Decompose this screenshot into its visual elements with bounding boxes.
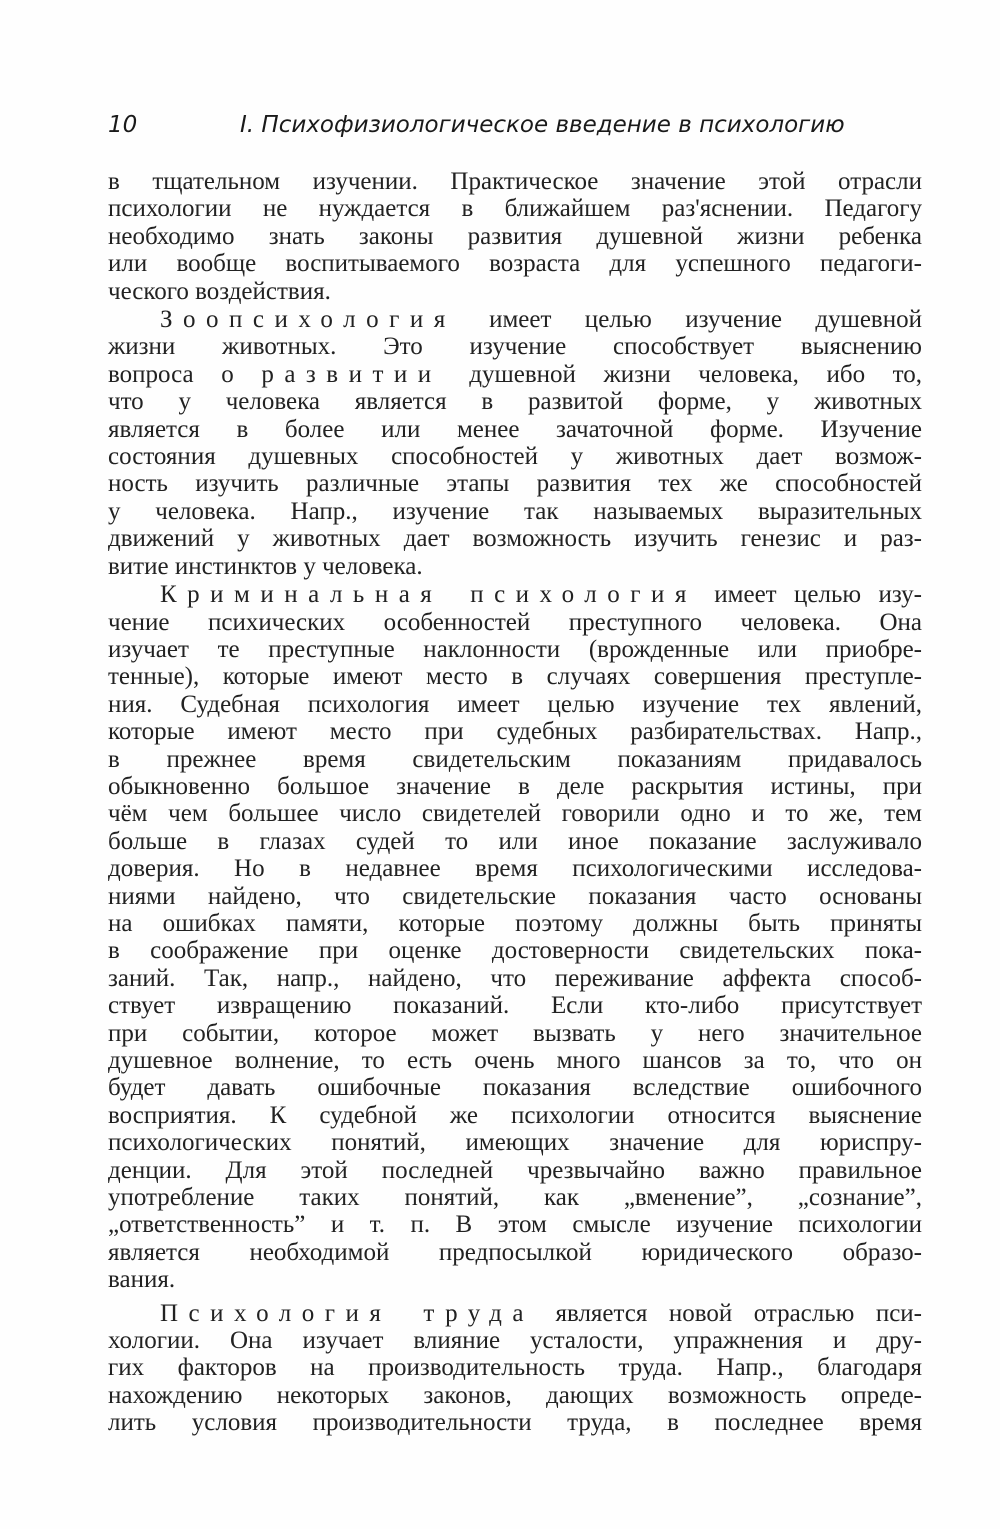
paragraph-1 — [108, 168, 922, 305]
emphasized-term: Криминальная психология — [160, 581, 697, 609]
emphasized-word: развитии — [261, 360, 442, 388]
text-line: на ошибках памяти, которые поэтому должны быть приняты — [108, 909, 922, 937]
text-line: в тщательном изучении. Практическое значение этой отрасли — [108, 168, 922, 195]
text-line: восприятия. К судебной же психологии относится выяснение — [108, 1101, 922, 1129]
running-title: I. Психофизиологическое введение в психологию — [240, 112, 845, 138]
text-line: витие инстинктов у человека. — [108, 552, 423, 580]
text-line: тенные), которые имеют место в случаях совершения преступле- — [108, 663, 922, 691]
text-line: чём чем большее число свидетелей говорили одно и то же, тем — [108, 800, 922, 828]
text-line: что у человека является в развитой форме, у животных — [108, 388, 922, 416]
text-line: чение психических особенностей преступного человека. Она — [108, 608, 922, 636]
text-line: ческого воздействия. — [108, 277, 331, 305]
page-number: 10 — [108, 112, 138, 138]
text-line: ность изучить различные этапы развития тех же способностей — [108, 470, 922, 498]
text-line: больше в глазах судей то или иное показание заслуживало — [108, 827, 922, 855]
text-line: ствует извращению показаний. Если кто-либо присутствует — [108, 992, 922, 1020]
text-line: гих факторов на производительность труда. Напр., благодаря — [108, 1354, 922, 1382]
text-line: Зоопсихология имеет целью изучение душевной — [160, 306, 922, 334]
text-line: состояния душевных способностей у животных дает возмож- — [108, 443, 922, 471]
text-line: будет давать ошибочные показания вследствие ошибочного — [108, 1074, 922, 1102]
text-line: нахождению некоторых законов, дающих возможность опреде- — [108, 1381, 922, 1409]
text-line: является необходимой предпосылкой юридического образо- — [108, 1238, 922, 1266]
text-line: доверия. Но в недавнее время психологическими исследова- — [108, 855, 922, 883]
emphasized-term: Психология труда — [160, 1299, 534, 1327]
text-line: лить условия производительности труда, в последнее время — [108, 1409, 922, 1437]
text-line: ниями найдено, что свидетельские показания часто основаны — [108, 882, 922, 910]
paragraph-3 — [108, 581, 922, 1294]
text-line: при событии, которое может вызвать у него значительное — [108, 1019, 922, 1047]
text-line: которые имеют место при судебных разбирательствах. Напр., — [108, 718, 922, 746]
text-line: вопроса о развитии душевной жизни человека, ибо то, — [108, 360, 923, 388]
text-line: денции. Для этой последней чрезвычайно важно правильное — [108, 1156, 922, 1184]
text-line: жизни животных. Это изучение способствует выяснению — [108, 333, 922, 361]
text-line: движений у животных дает возможность изучить генезис и раз- — [108, 525, 922, 553]
text-line: употребление таких понятий, как „вменение”, „сознание”, — [108, 1184, 922, 1212]
text-line: у человека. Напр., изучение так называемых выразительных — [108, 497, 922, 525]
text-line: заний. Так, напр., найдено, что переживание аффекта способ- — [108, 964, 922, 992]
text-line: изучает те преступные наклонности (врожденные или приобре- — [108, 635, 922, 663]
emphasized-term: Зоопсихология — [160, 306, 456, 334]
paragraph-4 — [108, 1300, 922, 1437]
text-line: хологии. Она изучает влияние усталости, упражнения и дру- — [108, 1327, 922, 1355]
text-line: необходимо знать законы развития душевной жизни ребенка — [108, 222, 922, 250]
text-line: в прежнее время свидетельским показаниям придавалось — [108, 745, 922, 773]
text-line: ния. Судебная психология имеет целью изучение тех явлений, — [108, 690, 922, 718]
text-line: Криминальная психология имеет целью изу- — [160, 581, 922, 609]
paragraph-2 — [108, 306, 922, 580]
text-line: обыкновенно большое значение в деле раскрытия истины, при — [108, 772, 922, 800]
text-line: „ответственность” и т. п. В этом смысле изучение психологии — [108, 1211, 922, 1239]
text-line: душевное волнение, то есть очень много шансов за то, что он — [108, 1047, 922, 1074]
body-text — [108, 168, 922, 1437]
text-line: психологии не нуждается в ближайшем раз'яснении. Педагогу — [108, 195, 922, 223]
running-head — [108, 112, 928, 152]
text-line: является в более или менее зачаточной форме. Изучение — [108, 415, 922, 443]
text-line: в соображение при оценке достоверности свидетельских пока- — [108, 937, 922, 965]
text-line: вания. — [108, 1266, 176, 1294]
text-line: психологических понятий, имеющих значение для юриспру- — [108, 1129, 922, 1157]
text-line: или вообще воспитываемого возраста для успешного педагоги- — [108, 250, 922, 278]
text-line: Психология труда является новой отраслью пси- — [160, 1299, 922, 1327]
